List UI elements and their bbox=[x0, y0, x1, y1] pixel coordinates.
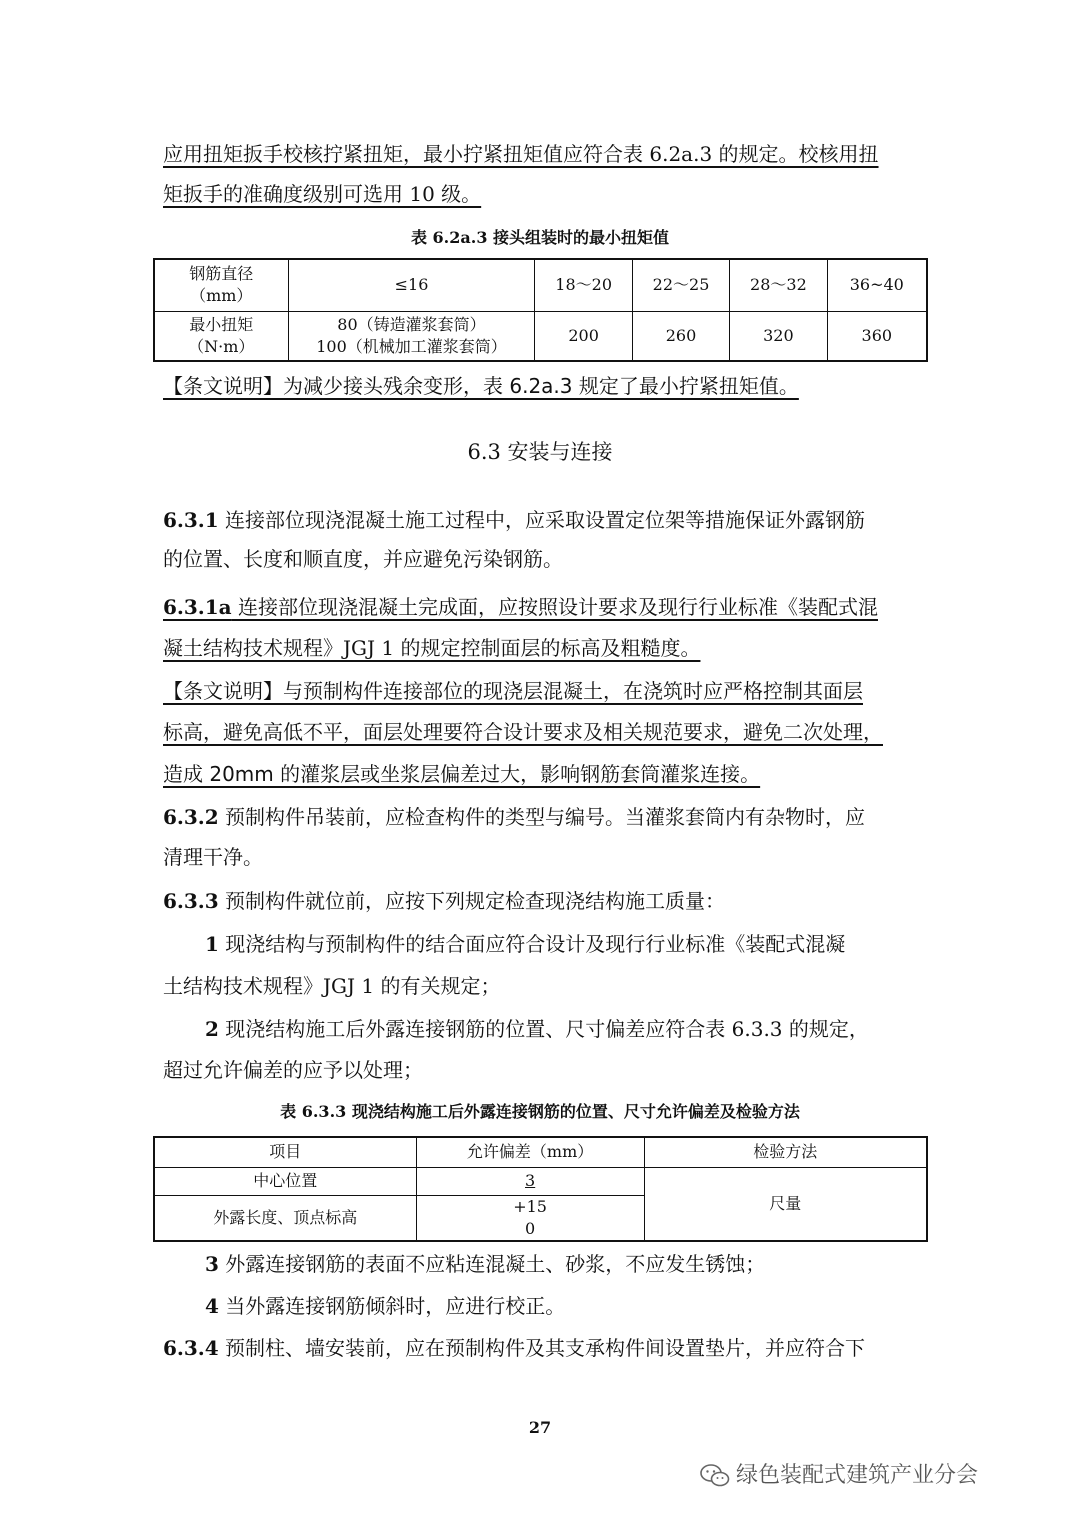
p631a-line1 bbox=[163, 595, 878, 619]
para-top-line2: 矩扳手的准确度级别可选用 10 级。 bbox=[163, 182, 482, 206]
section-heading: 6.3 安装与连接 bbox=[467, 440, 613, 464]
p631a-line2: 凝土结构技术规程》JGJ 1 的规定控制面层的标高及粗糙度。 bbox=[163, 636, 701, 660]
p632-line2: 清理干净。 bbox=[163, 845, 263, 869]
clause-number: 6.3.4 bbox=[163, 1336, 219, 1360]
table-cell: 36~40 bbox=[827, 259, 927, 311]
table-rebar-tolerance bbox=[153, 1136, 928, 1242]
clause-text: 连接部位现浇混凝土完成面，应按照设计要求及现行行业标准《装配式混 bbox=[231, 595, 878, 619]
p633-item1-line1 bbox=[205, 932, 845, 956]
clause-text: 连接部位现浇混凝土施工过程中，应采取设置定位架等措施保证外露钢筋 bbox=[218, 508, 866, 532]
p631-line2: 的位置、长度和顺直度，并应避免污染钢筋。 bbox=[163, 547, 563, 571]
table-cell: 260 bbox=[632, 311, 729, 361]
tolerance-lower: 0 bbox=[525, 1218, 536, 1238]
item-text: 外露连接钢筋的表面不应粘连混凝土、砂浆，不应发生锈蚀； bbox=[218, 1252, 766, 1276]
table2-caption: 表 6.3.3 现浇结构施工后外露连接钢筋的位置、尺寸允许偏差及检验方法 bbox=[280, 1102, 800, 1121]
item-number: 1 bbox=[205, 932, 219, 956]
clause-number: 6.3.1a bbox=[163, 595, 232, 619]
table-row bbox=[154, 311, 927, 361]
clause-number: 6.3.2 bbox=[163, 805, 219, 829]
item4 bbox=[205, 1294, 565, 1318]
p633-item2-line2: 超过允许偏差的应予以处理； bbox=[163, 1058, 423, 1082]
tolerance-upper: +15 bbox=[513, 1196, 547, 1216]
table-cell bbox=[154, 311, 288, 361]
clause-text: 预制构件就位前，应按下列规定检查现浇结构施工质量： bbox=[218, 889, 726, 913]
table-cell bbox=[416, 1195, 644, 1241]
item-text: 当外露连接钢筋倾斜时，应进行校正。 bbox=[218, 1294, 566, 1318]
table-min-torque bbox=[153, 258, 928, 362]
item-text: 现浇结构与预制构件的结合面应符合设计及现行行业标准《装配式混凝 bbox=[218, 932, 846, 956]
watermark bbox=[700, 1458, 978, 1489]
table-cell: 22～25 bbox=[632, 259, 729, 311]
table-cell: 外露长度、顶点标高 bbox=[154, 1195, 416, 1241]
row-label-unit: （N·m） bbox=[188, 336, 255, 356]
clause-text: 预制柱、墙安装前，应在预制构件及其支承构件间设置垫片，并应符合下 bbox=[218, 1336, 866, 1360]
item-text: 现浇结构施工后外露连接钢筋的位置、尺寸偏差应符合表 6.3.3 的规定， bbox=[218, 1017, 869, 1041]
table-cell: 320 bbox=[730, 311, 827, 361]
p633-line1 bbox=[163, 889, 725, 913]
note-631a-line3: 造成 20mm 的灌浆层或坐浆层偏差过大，影响钢筋套筒灌浆连接。 bbox=[163, 762, 761, 786]
item-number: 2 bbox=[205, 1017, 219, 1041]
table-row bbox=[154, 1167, 927, 1195]
torque-machined: 100（机械加工灌浆套筒） bbox=[316, 336, 507, 356]
p632-line1 bbox=[163, 805, 865, 829]
table-cell: 中心位置 bbox=[154, 1167, 416, 1195]
note-631a-line1: 【条文说明】与预制构件连接部位的现浇层混凝土，在浇筑时应严格控制其面层 bbox=[163, 679, 863, 703]
table-cell: 28～32 bbox=[730, 259, 827, 311]
wechat-icon bbox=[700, 1463, 730, 1489]
table-cell: 360 bbox=[827, 311, 927, 361]
table-header-row bbox=[154, 1137, 927, 1167]
table-header: 项目 bbox=[154, 1137, 416, 1167]
torque-cast: 80（铸造灌浆套筒） bbox=[337, 314, 486, 334]
watermark-text: 绿色装配式建筑产业分会 bbox=[736, 1463, 979, 1488]
note-631a-line2: 标高，避免高低不平，面层处理要符合设计要求及相关规范要求，避免二次处理， bbox=[163, 720, 883, 744]
item-number: 3 bbox=[205, 1252, 219, 1276]
p633-item1-line2: 土结构技术规程》JGJ 1 的有关规定； bbox=[163, 974, 501, 998]
table-cell bbox=[416, 1167, 644, 1195]
clause-text: 预制构件吊装前，应检查构件的类型与编号。当灌浆套筒内有杂物时，应 bbox=[218, 805, 866, 829]
table-cell bbox=[154, 259, 288, 311]
clause-number: 6.3.1 bbox=[163, 508, 219, 532]
table1-caption: 表 6.2a.3 接头组装时的最小扭矩值 bbox=[410, 228, 670, 247]
table-cell: ≤16 bbox=[288, 259, 535, 311]
item-number: 4 bbox=[205, 1294, 219, 1318]
page-number: 27 bbox=[528, 1418, 552, 1437]
tolerance-value: 3 bbox=[525, 1171, 536, 1190]
row-label: 钢筋直径 bbox=[189, 264, 254, 284]
row-label: 最小扭矩 bbox=[189, 314, 254, 334]
p633-item2-line1 bbox=[205, 1017, 869, 1041]
table-header: 检验方法 bbox=[644, 1137, 927, 1167]
table-cell: 200 bbox=[535, 311, 632, 361]
p634-line1 bbox=[163, 1336, 865, 1360]
note-621: 【条文说明】为减少接头残余变形，表 6.2a.3 规定了最小拧紧扭矩值。 bbox=[163, 374, 799, 398]
row-label-unit: （mm） bbox=[190, 286, 253, 306]
table-row bbox=[154, 259, 927, 311]
item3 bbox=[205, 1252, 765, 1276]
table-header: 允许偏差（mm） bbox=[416, 1137, 644, 1167]
para-top-line1: 应用扭矩扳手校核拧紧扭矩，最小拧紧扭矩值应符合表 6.2a.3 的规定。校核用扭 bbox=[163, 142, 879, 166]
table-cell: 18～20 bbox=[535, 259, 632, 311]
table-cell bbox=[288, 311, 535, 361]
clause-number: 6.3.3 bbox=[163, 889, 219, 913]
p631-line1 bbox=[163, 508, 865, 532]
table-cell-method: 尺量 bbox=[644, 1167, 927, 1241]
